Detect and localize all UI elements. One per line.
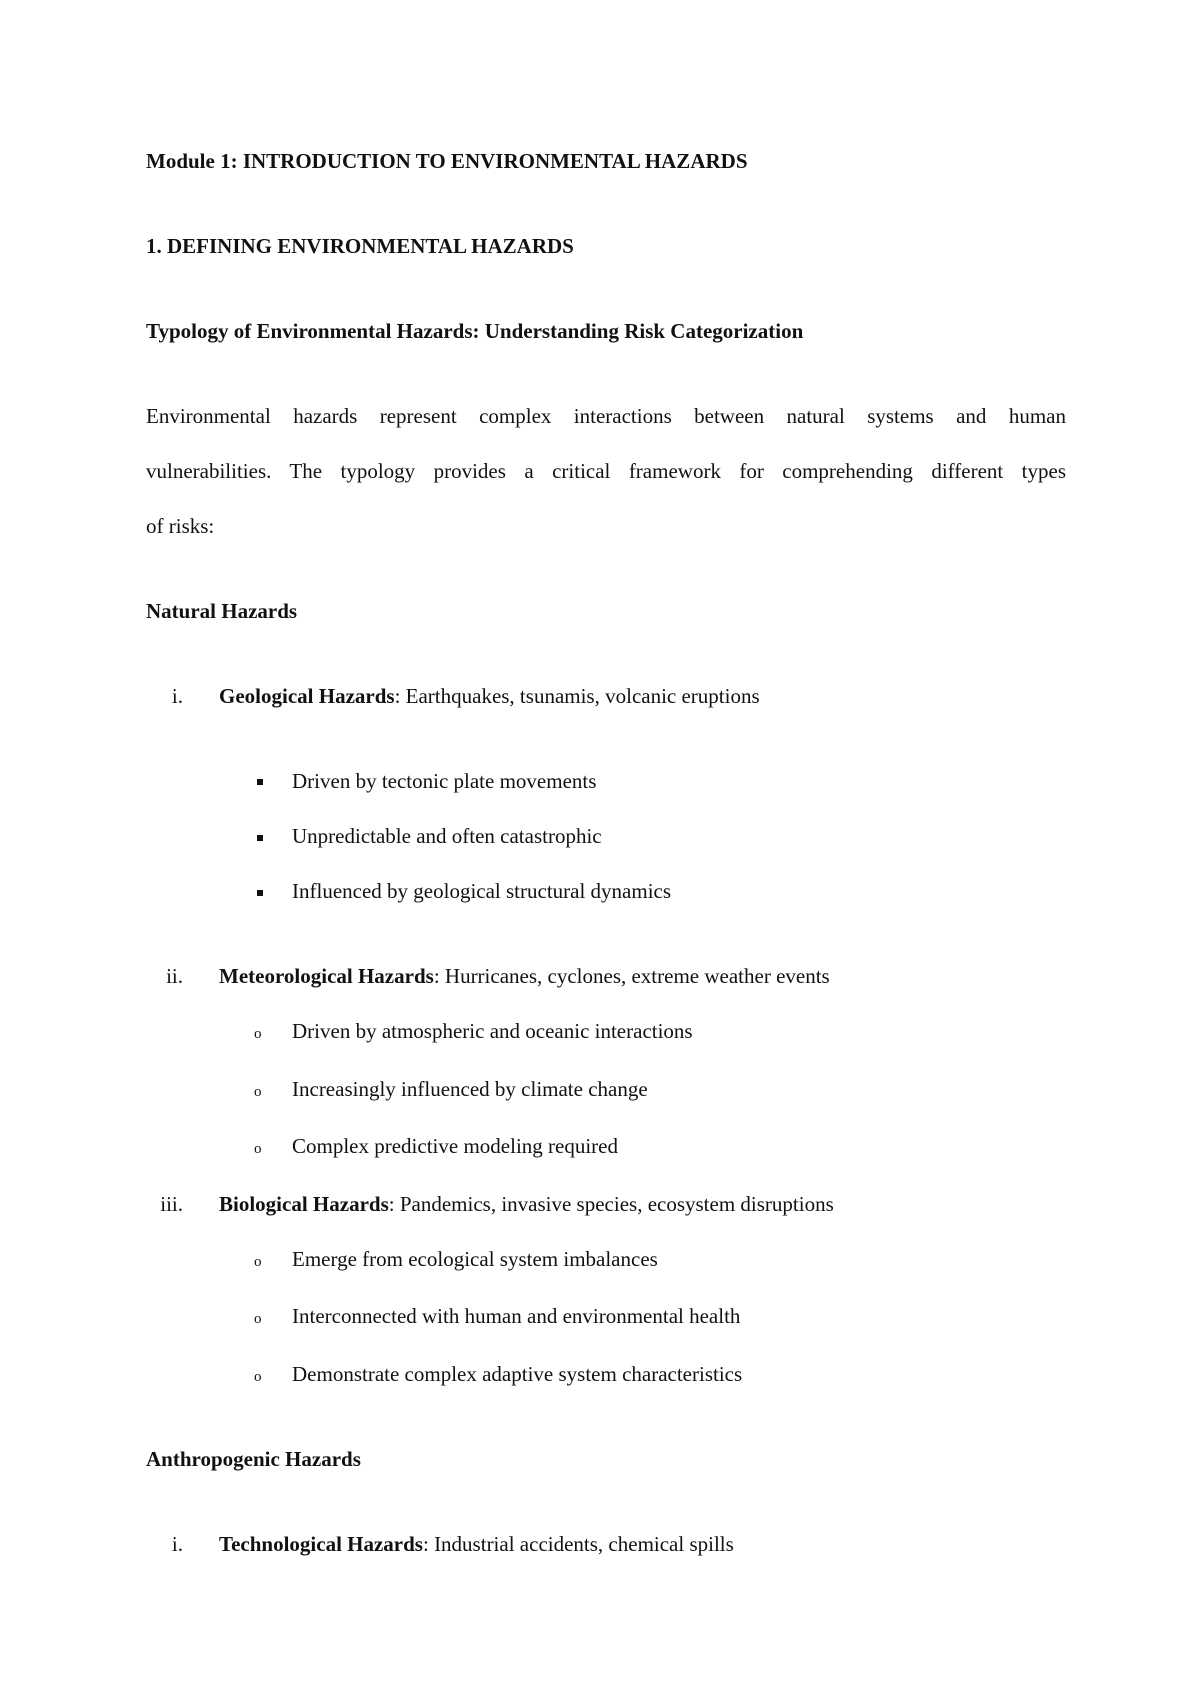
list-item-term: Technological Hazards [219, 1532, 423, 1556]
sub-bullet: Driven by tectonic plate movements [292, 769, 597, 793]
list-marker: i. [171, 684, 183, 708]
square-bullet-icon [257, 835, 263, 841]
list-item-meteorological [219, 962, 830, 990]
list-item-technological [219, 1530, 734, 1558]
list-item-geological [219, 682, 760, 710]
sub-bullet: Increasingly influenced by climate change [292, 1077, 648, 1101]
list-item-biological [219, 1190, 834, 1218]
list-item-desc: : Hurricanes, cyclones, extreme weather events [433, 964, 830, 988]
list-item-desc: : Earthquakes, tsunamis, volcanic eruptions [394, 684, 760, 708]
circle-bullet-icon: o [254, 1026, 262, 1042]
circle-bullet-icon: o [254, 1084, 262, 1100]
sub-bullet: Unpredictable and often catastrophic [292, 824, 602, 848]
list-item-term: Meteorological Hazards [219, 964, 434, 988]
sub-bullet: Demonstrate complex adaptive system characteristics [292, 1362, 743, 1386]
module-heading: Module 1: INTRODUCTION TO ENVIRONMENTAL HAZARDS [146, 149, 748, 173]
square-bullet-icon [257, 779, 263, 785]
section-heading: 1. DEFINING ENVIRONMENTAL HAZARDS [146, 234, 574, 258]
intro-line-3: of risks: [146, 514, 215, 538]
intro-line-2: vulnerabilities. The typology provides a critical framework for comprehending different types [146, 459, 1066, 483]
circle-bullet-icon: o [254, 1254, 262, 1270]
sub-bullet: Complex predictive modeling required [292, 1134, 618, 1158]
list-item-term: Biological Hazards [219, 1192, 389, 1216]
sub-bullet: Emerge from ecological system imbalances [292, 1247, 658, 1271]
list-item-desc: : Industrial accidents, chemical spills [422, 1532, 734, 1556]
anthropogenic-hazards-heading: Anthropogenic Hazards [146, 1447, 361, 1471]
list-item-term: Geological Hazards [219, 684, 395, 708]
list-marker: iii. [160, 1192, 183, 1216]
sub-bullet: Influenced by geological structural dynamics [292, 879, 672, 903]
natural-hazards-heading: Natural Hazards [146, 599, 298, 623]
circle-bullet-icon: o [254, 1141, 262, 1157]
list-item-desc: : Pandemics, invasive species, ecosystem disruptions [388, 1192, 834, 1216]
subsection-heading: Typology of Environmental Hazards: Understanding Risk Categorization [146, 319, 804, 343]
square-bullet-icon [257, 890, 263, 896]
sub-bullet: Driven by atmospheric and oceanic interactions [292, 1019, 693, 1043]
list-marker: ii. [166, 964, 183, 988]
circle-bullet-icon: o [254, 1369, 262, 1385]
circle-bullet-icon: o [254, 1311, 262, 1327]
intro-line-1: Environmental hazards represent complex interactions between natural systems and human [146, 404, 1066, 428]
list-marker: i. [171, 1532, 183, 1556]
sub-bullet: Interconnected with human and environmental health [292, 1304, 741, 1328]
